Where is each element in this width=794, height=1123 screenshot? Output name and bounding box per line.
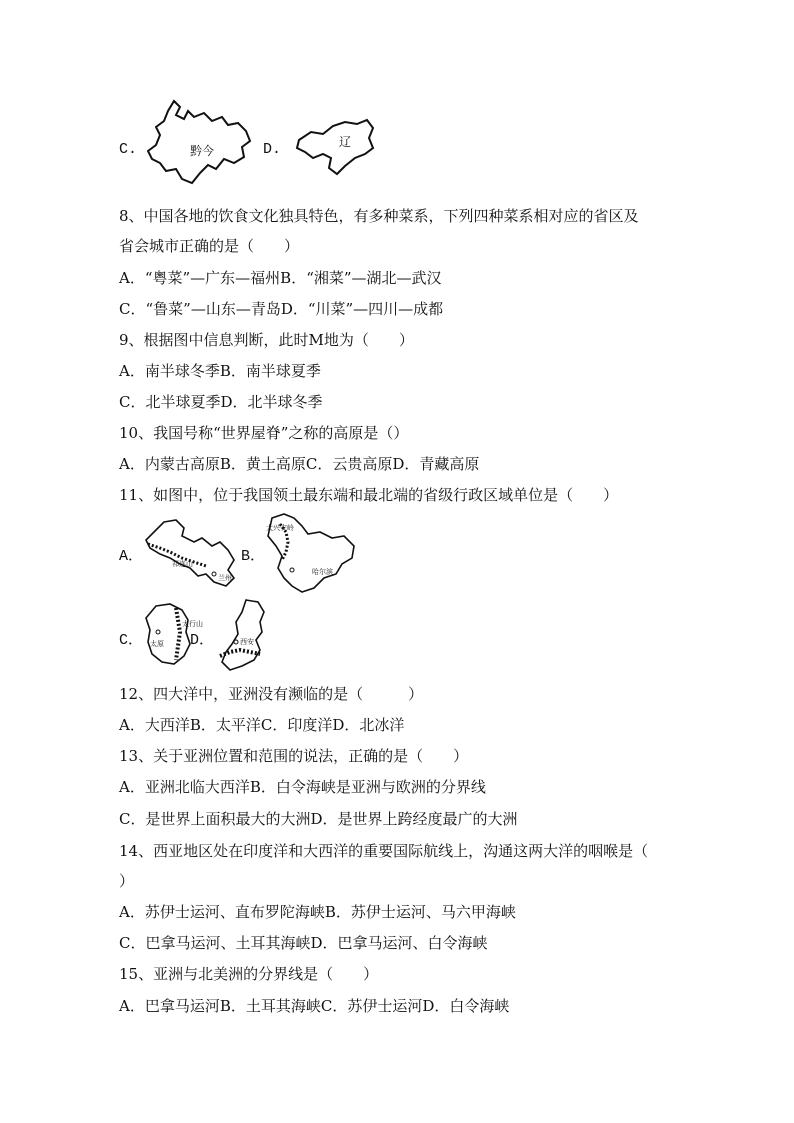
q11-map-d-label-1: 西安 xyxy=(240,638,254,646)
q8-options-ab: A．“粤菜”—广东—福州B．“湘菜”—湖北—武汉 xyxy=(119,269,442,287)
q8-stem-line2: 省会城市正确的是（ ） xyxy=(119,237,300,255)
q10-stem: 10、我国号称“世界屋脊”之称的高原是（） xyxy=(119,424,409,442)
q8-options-cd: C．“鲁菜”—山东—青岛D．“川菜”—四川—成都 xyxy=(119,300,444,318)
q11-map-b-heilongjiang xyxy=(262,512,358,596)
q11-map-a-gansu xyxy=(142,518,242,590)
q12-options: A．大西洋B．太平洋C．印度洋D．北冰洋 xyxy=(119,716,405,734)
q11-option-d-label: D． xyxy=(190,632,215,649)
q11-option-b-label: B． xyxy=(241,548,266,565)
q11-map-a-label-1: 祁连山 xyxy=(172,560,193,568)
q13-options-cd: C．是世界上面积最大的大洲D．是世界上跨经度最广的大洲 xyxy=(119,810,518,828)
q8-stem-line1: 8、中国各地的饮食文化独具特色，有多种菜系，下列四种菜系相对应的省区及 xyxy=(119,207,639,225)
q11-stem: 11、如图中，位于我国领土最东端和最北端的省级行政区域单位是（ ） xyxy=(119,486,619,504)
q7-map-d-liaoning xyxy=(293,118,379,178)
q9-options-cd: C．北半球夏季D．北半球冬季 xyxy=(119,393,323,411)
q14-options-ab: A．苏伊士运河、直布罗陀海峡B．苏伊士运河、马六甲海峡 xyxy=(119,903,516,921)
q10-options: A．内蒙古高原B．黄土高原C．云贵高原D．青藏高原 xyxy=(119,455,480,473)
q7-map-c-text: 黔今 xyxy=(190,144,215,158)
q11-map-b-label-1: 大兴安岭 xyxy=(266,524,294,532)
q9-options-ab: A．南半球冬季B．南半球夏季 xyxy=(119,362,321,380)
q14-stem-line2: ） xyxy=(119,872,135,890)
q7-map-d-text: 辽 xyxy=(339,135,352,149)
q7-map-c-guizhou xyxy=(146,97,258,189)
q14-stem-line1: 14、西亚地区处在印度洋和大西洋的重要国际航线上，沟通这两大洋的咽喉是（ xyxy=(119,842,649,860)
q14-options-cd: C．巴拿马运河、土耳其海峡D．巴拿马运河、白令海峡 xyxy=(119,934,488,952)
q11-map-c-label-2: 太行山 xyxy=(182,620,203,628)
q11-option-a-label: A． xyxy=(119,548,144,565)
q13-options-ab: A．亚洲北临大西洋B．白令海峡是亚洲与欧洲的分界线 xyxy=(119,778,486,796)
q11-map-c-label-1: 太原 xyxy=(150,640,164,648)
q7-option-c-label: C. xyxy=(119,141,138,158)
q15-stem: 15、亚洲与北美洲的分界线是（ ） xyxy=(119,965,379,983)
q12-stem: 12、四大洋中，亚洲没有濒临的是（ ） xyxy=(119,685,424,703)
q11-option-c-label: C． xyxy=(119,632,144,649)
q11-map-d-shaanxi xyxy=(216,598,272,674)
q11-map-b-label-2: 哈尔滨 xyxy=(312,568,333,576)
q13-stem: 13、关于亚洲位置和范围的说法，正确的是（ ） xyxy=(119,747,469,765)
q7-option-d-label: D. xyxy=(263,141,282,158)
q11-map-a-label-2: 兰州 xyxy=(218,574,232,582)
q11-map-c-shanxi xyxy=(142,602,203,668)
q15-options: A．巴拿马运河B．土耳其海峡C．苏伊士运河D．白令海峡 xyxy=(119,997,510,1015)
q9-stem: 9、根据图中信息判断，此时M地为（ ） xyxy=(119,331,414,349)
